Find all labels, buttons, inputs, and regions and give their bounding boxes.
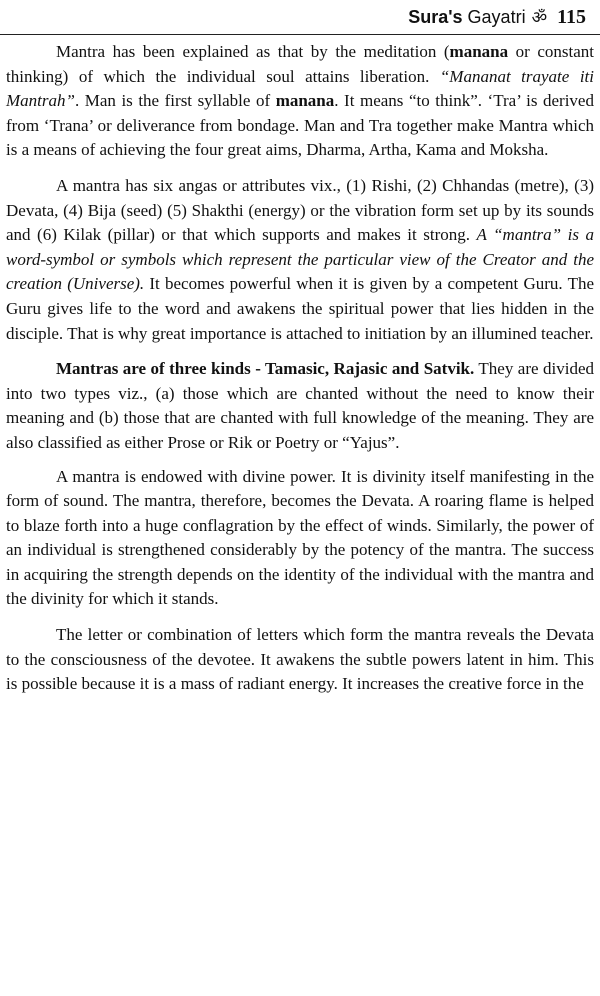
page-number: 115 [557,6,586,28]
book-title [408,7,525,28]
p1-text-e: . Man is the first syllable of [74,91,276,111]
p1-term-manana-2: manana [275,91,335,111]
paragraph-4: A mantra is endowed with divine power. It is divinity itself manifesting in the form of sound. The mantra, therefore, becomes the Devata. A roaring flame is helped to blaze forth into a huge conflagration by the effect of winds. Similarly, the power of an individual is strengthened considerably by the potency of the mantra. The success in acquiring the strength depends on the identity of the individual with the mantra and the divinity for which it stands. [6,466,594,609]
paragraph-2 [6,174,594,346]
p3-bold-lead: Mantras are of three kinds - Tamasic, Rajasic and Satvik. [56,359,475,379]
p1-text-g: . It means “to think”. ‘Tra’ is derived from ‘Trana’ or deliverance from bondage. Man and Tra together make Mantra which is a means of achieving the four great aims, Dharma, Artha, Kama and Moksha. [6,91,594,160]
paragraph-5: The letter or combination of letters which form the mantra reveals the Devata to the consciousness of the devotee. It awakens the subtle powers latent in him. This is possible because it is a mass of radiant energy. It increases the creative force in the [6,625,594,694]
om-symbol-icon: ॐ [531,8,548,27]
p2-text-a: A mantra has six angas or attributes vix., (1) Rishi, (2) Chhandas (metre), (3) Devata, (4) Bija (seed) (5) Shakthi (energy) or the vibration form set up by its sounds and (6) Kilak (pillar) or that which supports and makes it strong. [6,175,594,245]
header-right [408,5,586,29]
book-title-rest: Gayatri [462,7,526,27]
p2-italic-definition: A “mantra” is a word-symbol or symbols which represent the particular view of the Creator and the creation (Universe). [6,225,594,294]
book-title-bold: Sura's [408,7,463,27]
paragraph-3 [6,357,594,455]
running-header [0,0,600,35]
paragraph-1 [6,40,594,163]
p2-text-c: It becomes powerful when it is given by a competent Guru. The Guru gives life to the word and awakens the spiritual power that lies hidden in the disciple. That is why great importance is attached to initiation by an illumined teacher. [6,274,595,343]
p1-term-manana: manana [449,42,509,61]
p3-text-b: They are divided into two types viz., (a) those which are chanted without the need to know their meaning and (b) those that are chanted with full knowledge of the meaning. They are also classified as either Prose or Rik or Poetry or “Yajus”. [6,359,594,452]
p1-sanskrit-quote: “Mananat trayate iti Mantrah” [6,66,594,111]
p1-text-c: or constant thinking) of which the individual soul attains liberation. [6,42,594,86]
p1-text-a: Mantra has been explained as that by the meditation ( [56,42,450,61]
body-text [6,40,594,708]
